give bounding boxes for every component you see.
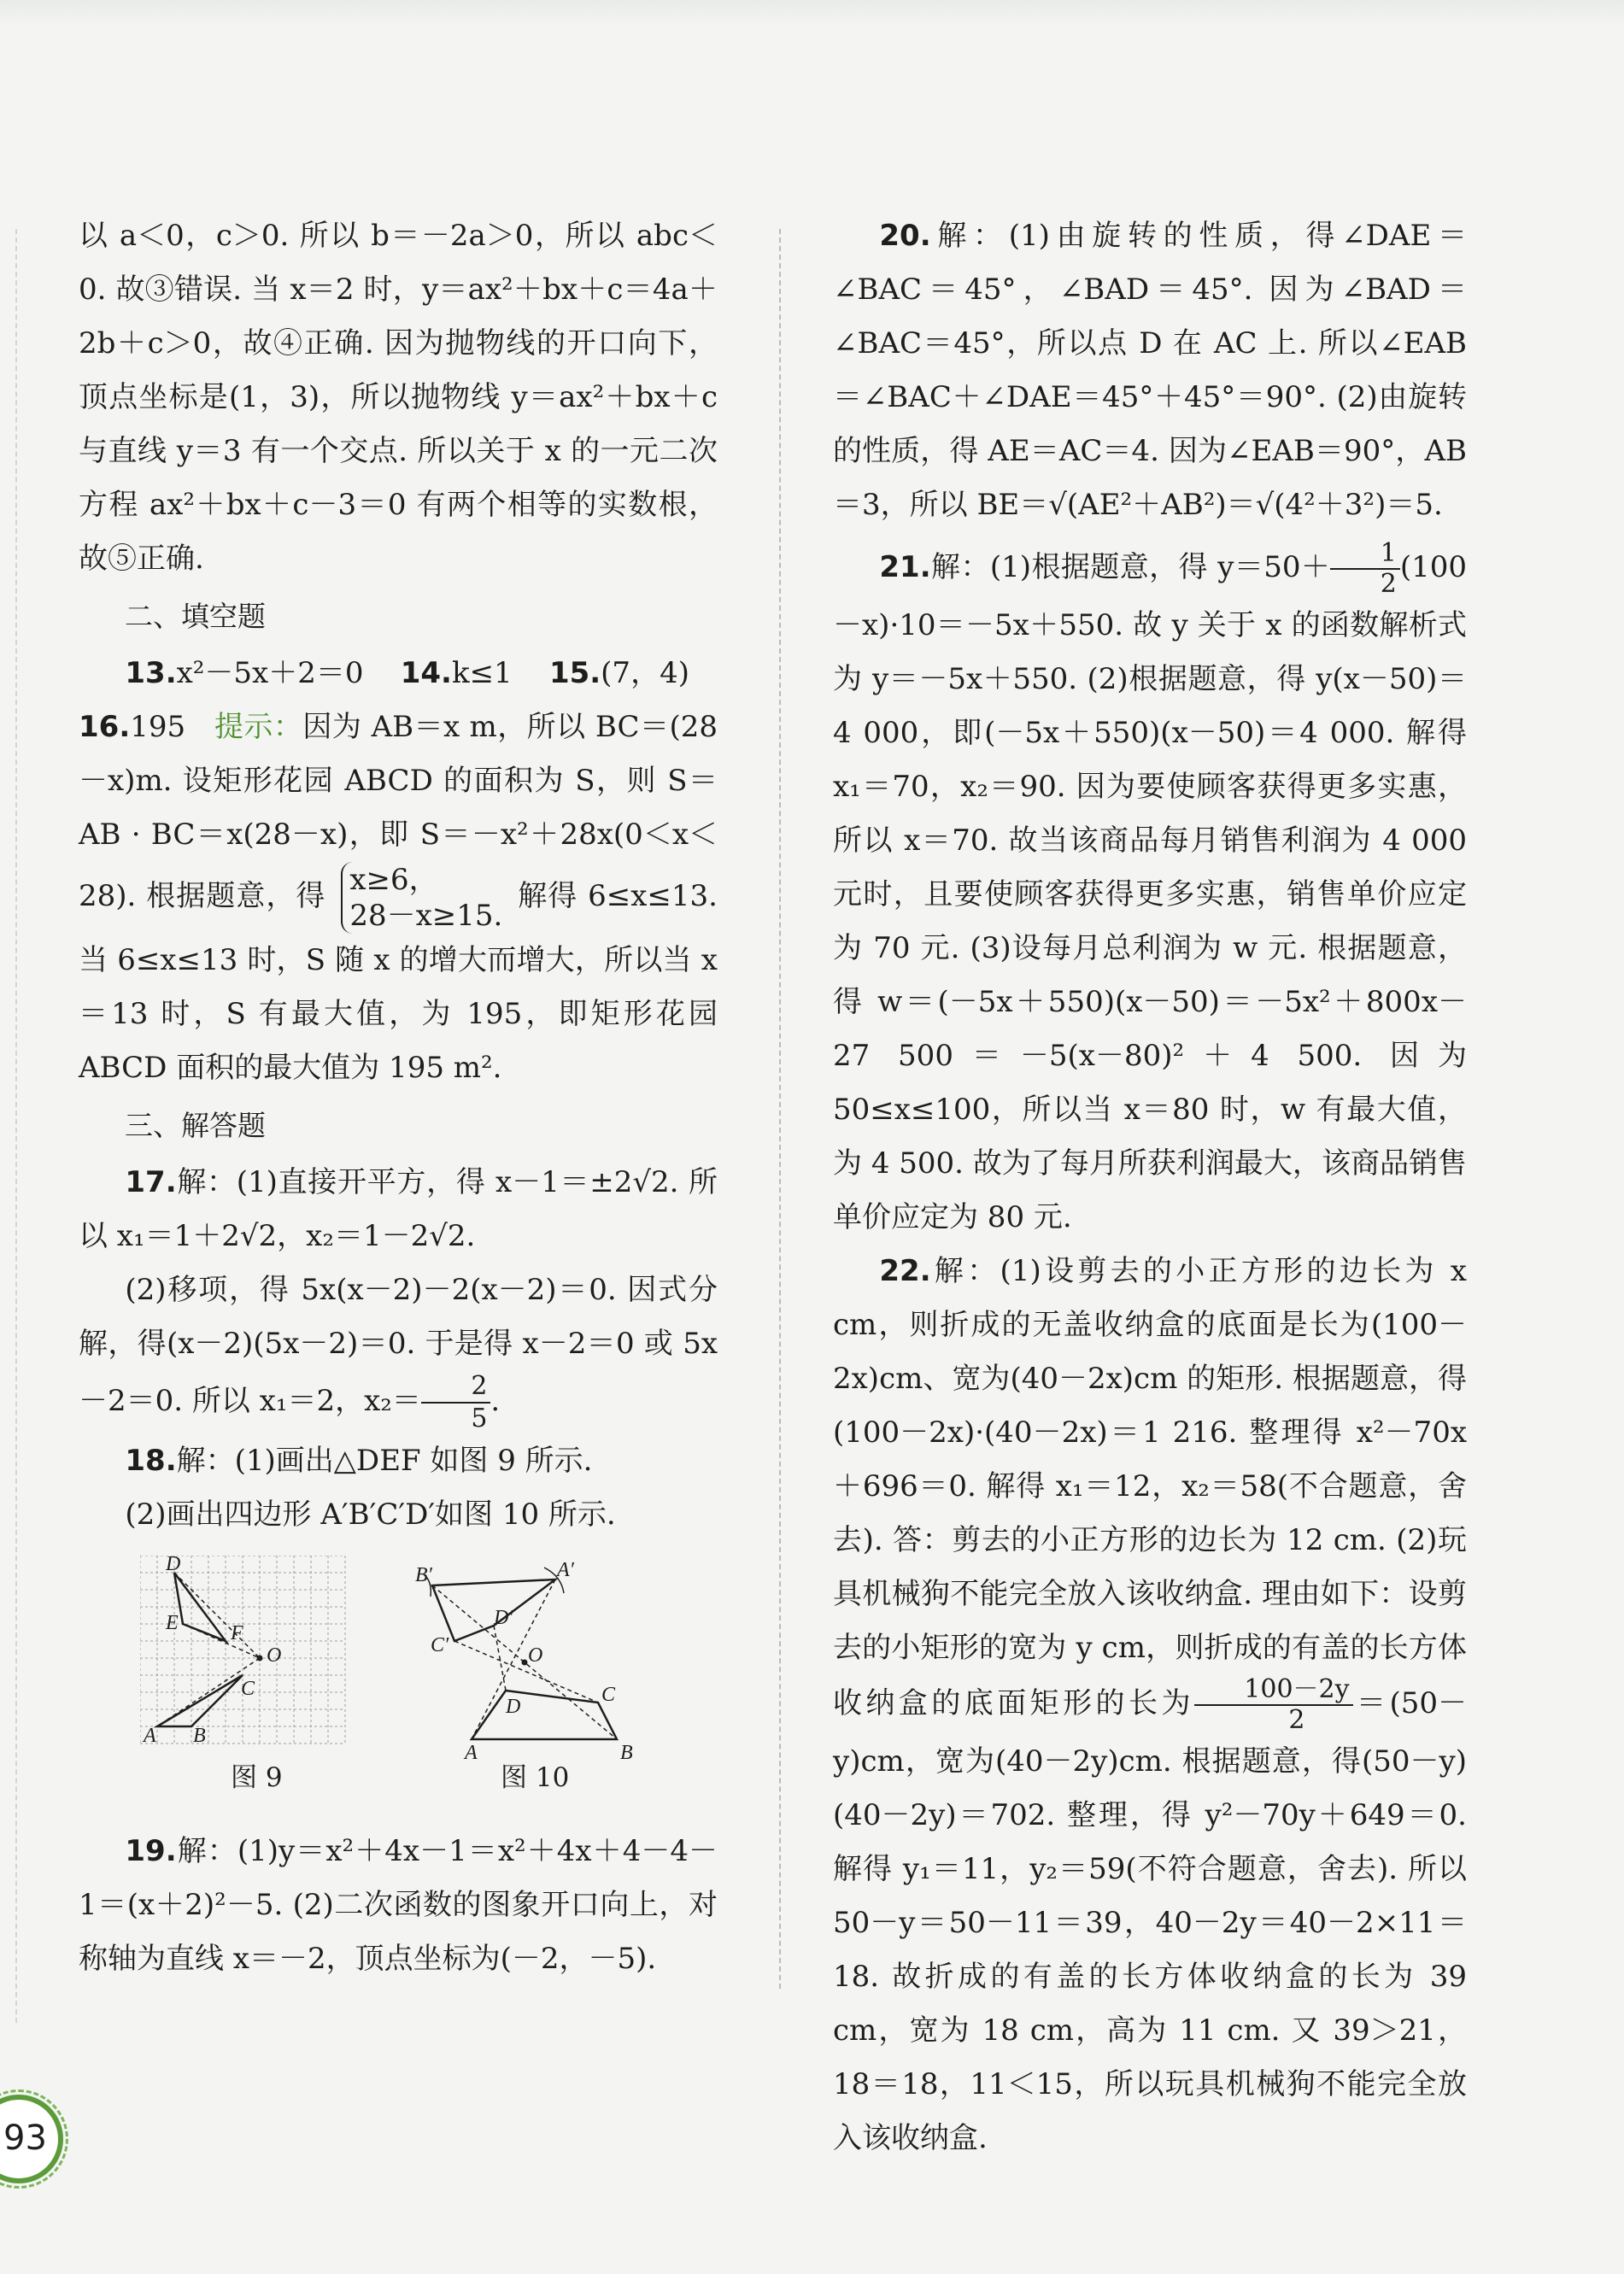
q12-continuation: 以 a＜0，c＞0. 所以 b＝－2a＞0，所以 abc＜0. 故③错误. 当 x＝2 时，y＝ax²＋bx＋c＝4a＋2b＋c＞0，故④正确. 因为抛物线的开口向下，顶点坐标是(1，3)，所以抛物线 y＝ax²＋bx＋c 与直线 y＝3 有一个交点. 所以关于 x 的一元二次方程 ax²＋bx＋c－3＝0 有两个相等的实数根，故⑤正确. [79, 219, 718, 576]
answers-13-15: 13.x²－5x＋2＝0 14.k≤1 15.(7，4) [125, 656, 689, 690]
answer-14: k≤1 [451, 656, 513, 690]
figure-10-caption: 图 10 [501, 1762, 570, 1793]
label-D-10: D [506, 1696, 521, 1718]
label-C: C [241, 1678, 255, 1700]
label-O-10: O [528, 1644, 543, 1667]
label-F: F [231, 1622, 243, 1644]
section-solve-heading: 三、解答题 [125, 1109, 266, 1142]
answer-18-part2: (2)画出四边形 A′B′C′D′如图 10 所示. [125, 1497, 616, 1532]
answer-18-part1: 18.解：(1)画出△DEF 如图 9 所示. [125, 1444, 593, 1478]
figure-10 [412, 1556, 668, 1761]
answer-22: 22.解：(1)设剪去的小正方形的边长为 x cm，则折成的无盖收纳盒的底面是长为(100－2x)cm、宽为(40－2x)cm 的矩形. 根据题意，得(100－2x)·(40－2x)＝1 216. 整理得 x²－70x＋696＝0. 解得 x₁＝12，x₂＝58(不合题意，舍去). 答：剪去的小正方形的边长为 12 cm. (2)玩具机械狗不能完全放入该收纳盒. 理由如下：设剪去的小矩形的宽为 y cm，则折成的有盖的长方体收纳盒的底面矩形的长为 $\frac{100-2y}{2}$ ＝(50－y)cm，宽为(40－2y)cm. 根据题意，得(50－y)(40－2y)＝702. 整理，得 y²－70y＋649＝0. 解得 y₁＝11，y₂＝59(不符合题意，舍去). 所以 50－y＝50－11＝39，40－2y＝40－2×11＝18. 故折成的有盖的长方体收纳盒的长为 39 cm，宽为 18 cm，高为 11 cm. 又 39＞21，18＝18，11＜15，所以玩具机械狗不能完全放入该收纳盒. [833, 1254, 1468, 2155]
answer-17-part1: 17.解：(1)直接开平方，得 x－1＝±2√2. 所以 x₁＝1＋2√2，x₂＝1－2√2. [79, 1165, 718, 1253]
point-O-10 [522, 1660, 528, 1666]
label-Aprime: A′ [557, 1559, 574, 1581]
left-column [79, 209, 718, 1986]
label-Cprime: C′ [431, 1634, 449, 1656]
label-B-10: B [620, 1742, 633, 1761]
figure-9-caption: 图 9 [231, 1762, 283, 1793]
column-divider [779, 229, 781, 1989]
hint-label: 提示： [214, 710, 303, 744]
answer-16-value: 195 [130, 710, 186, 744]
point-O [257, 1656, 263, 1662]
figure-9 [140, 1556, 362, 1752]
inequality-system: x≥6， 28－x≥15. [341, 862, 502, 934]
right-column [833, 209, 1467, 2166]
fraction-two-fifths: $\frac{2}{5}$ [421, 1371, 490, 1434]
answer-20: 20.解：(1)由旋转的性质，得∠DAE＝∠BAC＝45°，∠BAD＝45°. 因为∠BAD＝∠BAC＝45°，所以点 D 在 AC 上. 所以∠EAB＝∠BAC＋∠DAE＝45°＋45°＝90°. (2)由旋转的性质，得 AE＝AC＝4. 因为∠EAB＝90°，AB＝3，所以 BE＝√(AE²＋AB²)＝√(4²＋3²)＝5. [833, 219, 1467, 522]
page-top-shadow [0, 0, 1624, 26]
label-Dprime: D′ [494, 1607, 513, 1629]
label-B: B [193, 1725, 206, 1747]
label-C-10: C [601, 1684, 616, 1706]
label-A: A [144, 1725, 156, 1747]
answer-16: 16.195 提示：因为 AB＝x m，所以 BC＝(28－x)m. 设矩形花园 ABCD 的面积为 S，则 S＝AB · BC＝x(28－x)，即 S＝－x²＋28x(0＜x＜28). 根据题意，得 x≥6， 28－x≥15. 解得 6≤x≤13. 当 6≤x≤13 时，S 随 x 的增大而增大，所以当 x＝13 时，S 有最大值，为 195，即矩形花园 ABCD 面积的最大值为 195 m². [79, 710, 718, 1085]
label-Bprime: B′ [415, 1564, 432, 1586]
figures-row [79, 1556, 718, 1816]
label-O: O [267, 1644, 282, 1667]
label-A-10: A [465, 1742, 478, 1761]
section-fill-blank-heading: 二、填空题 [125, 600, 266, 633]
label-D: D [166, 1556, 181, 1575]
left-margin-line [15, 229, 17, 2023]
fraction-100-2y-over-2: $\frac{100-2y}{2}$ [1194, 1675, 1353, 1735]
grid-lines [140, 1556, 345, 1744]
triangle-ABC [157, 1675, 243, 1726]
fraction-one-half: $\frac{1}{2}$ [1330, 539, 1399, 599]
answer-21: 21.解：(1)根据题意，得 y＝50＋ $\frac{1}{2}$ (100－x)·10＝－5x＋550. 故 y 关于 x 的函数解析式为 y＝－5x＋550. (2)根据题意，得 y(x－50)＝4 000，即(－5x＋550)(x－50)＝4 000. 解得 x₁＝70，x₂＝90. 因为要使顾客获得更多实惠，所以 x＝70. 故当该商品每月销售利润为 4 000 元时，且要使顾客获得更多实惠，销售单价应定为 70 元. (3)设每月总利润为 w 元. 根据题意，得 w＝(－5x＋550)(x－50)＝－5x²＋800x－27 500＝－5(x－80)²＋4 500. 因为 50≤x≤100，所以当 x＝80 时，w 有最大值，为 4 500. 故为了每月所获利润最大，该商品销售单价应定为 80 元. [833, 538, 1467, 1234]
answer-19: 19.解：(1)y＝x²＋4x－1＝x²＋4x＋4－4－1＝(x＋2)²－5. (2)二次函数的图象开口向上，对称轴为直线 x＝－2，顶点坐标为(－2，－5). [79, 1834, 718, 1976]
label-E: E [166, 1612, 179, 1634]
page-number: 93 [3, 2119, 47, 2158]
answer-13: x²－5x＋2＝0 [176, 656, 364, 690]
dashed-DO [174, 1573, 260, 1658]
answer-17-part2: (2)移项，得 5x(x－2)－2(x－2)＝0. 因式分解，得(x－2)(5x－2)＝0. 于是得 x－2＝0 或 5x－2＝0. 所以 x₁＝2，x₂＝ $\frac{2}{5}$ . [79, 1273, 718, 1433]
answer-15: (7，4) [601, 656, 689, 690]
